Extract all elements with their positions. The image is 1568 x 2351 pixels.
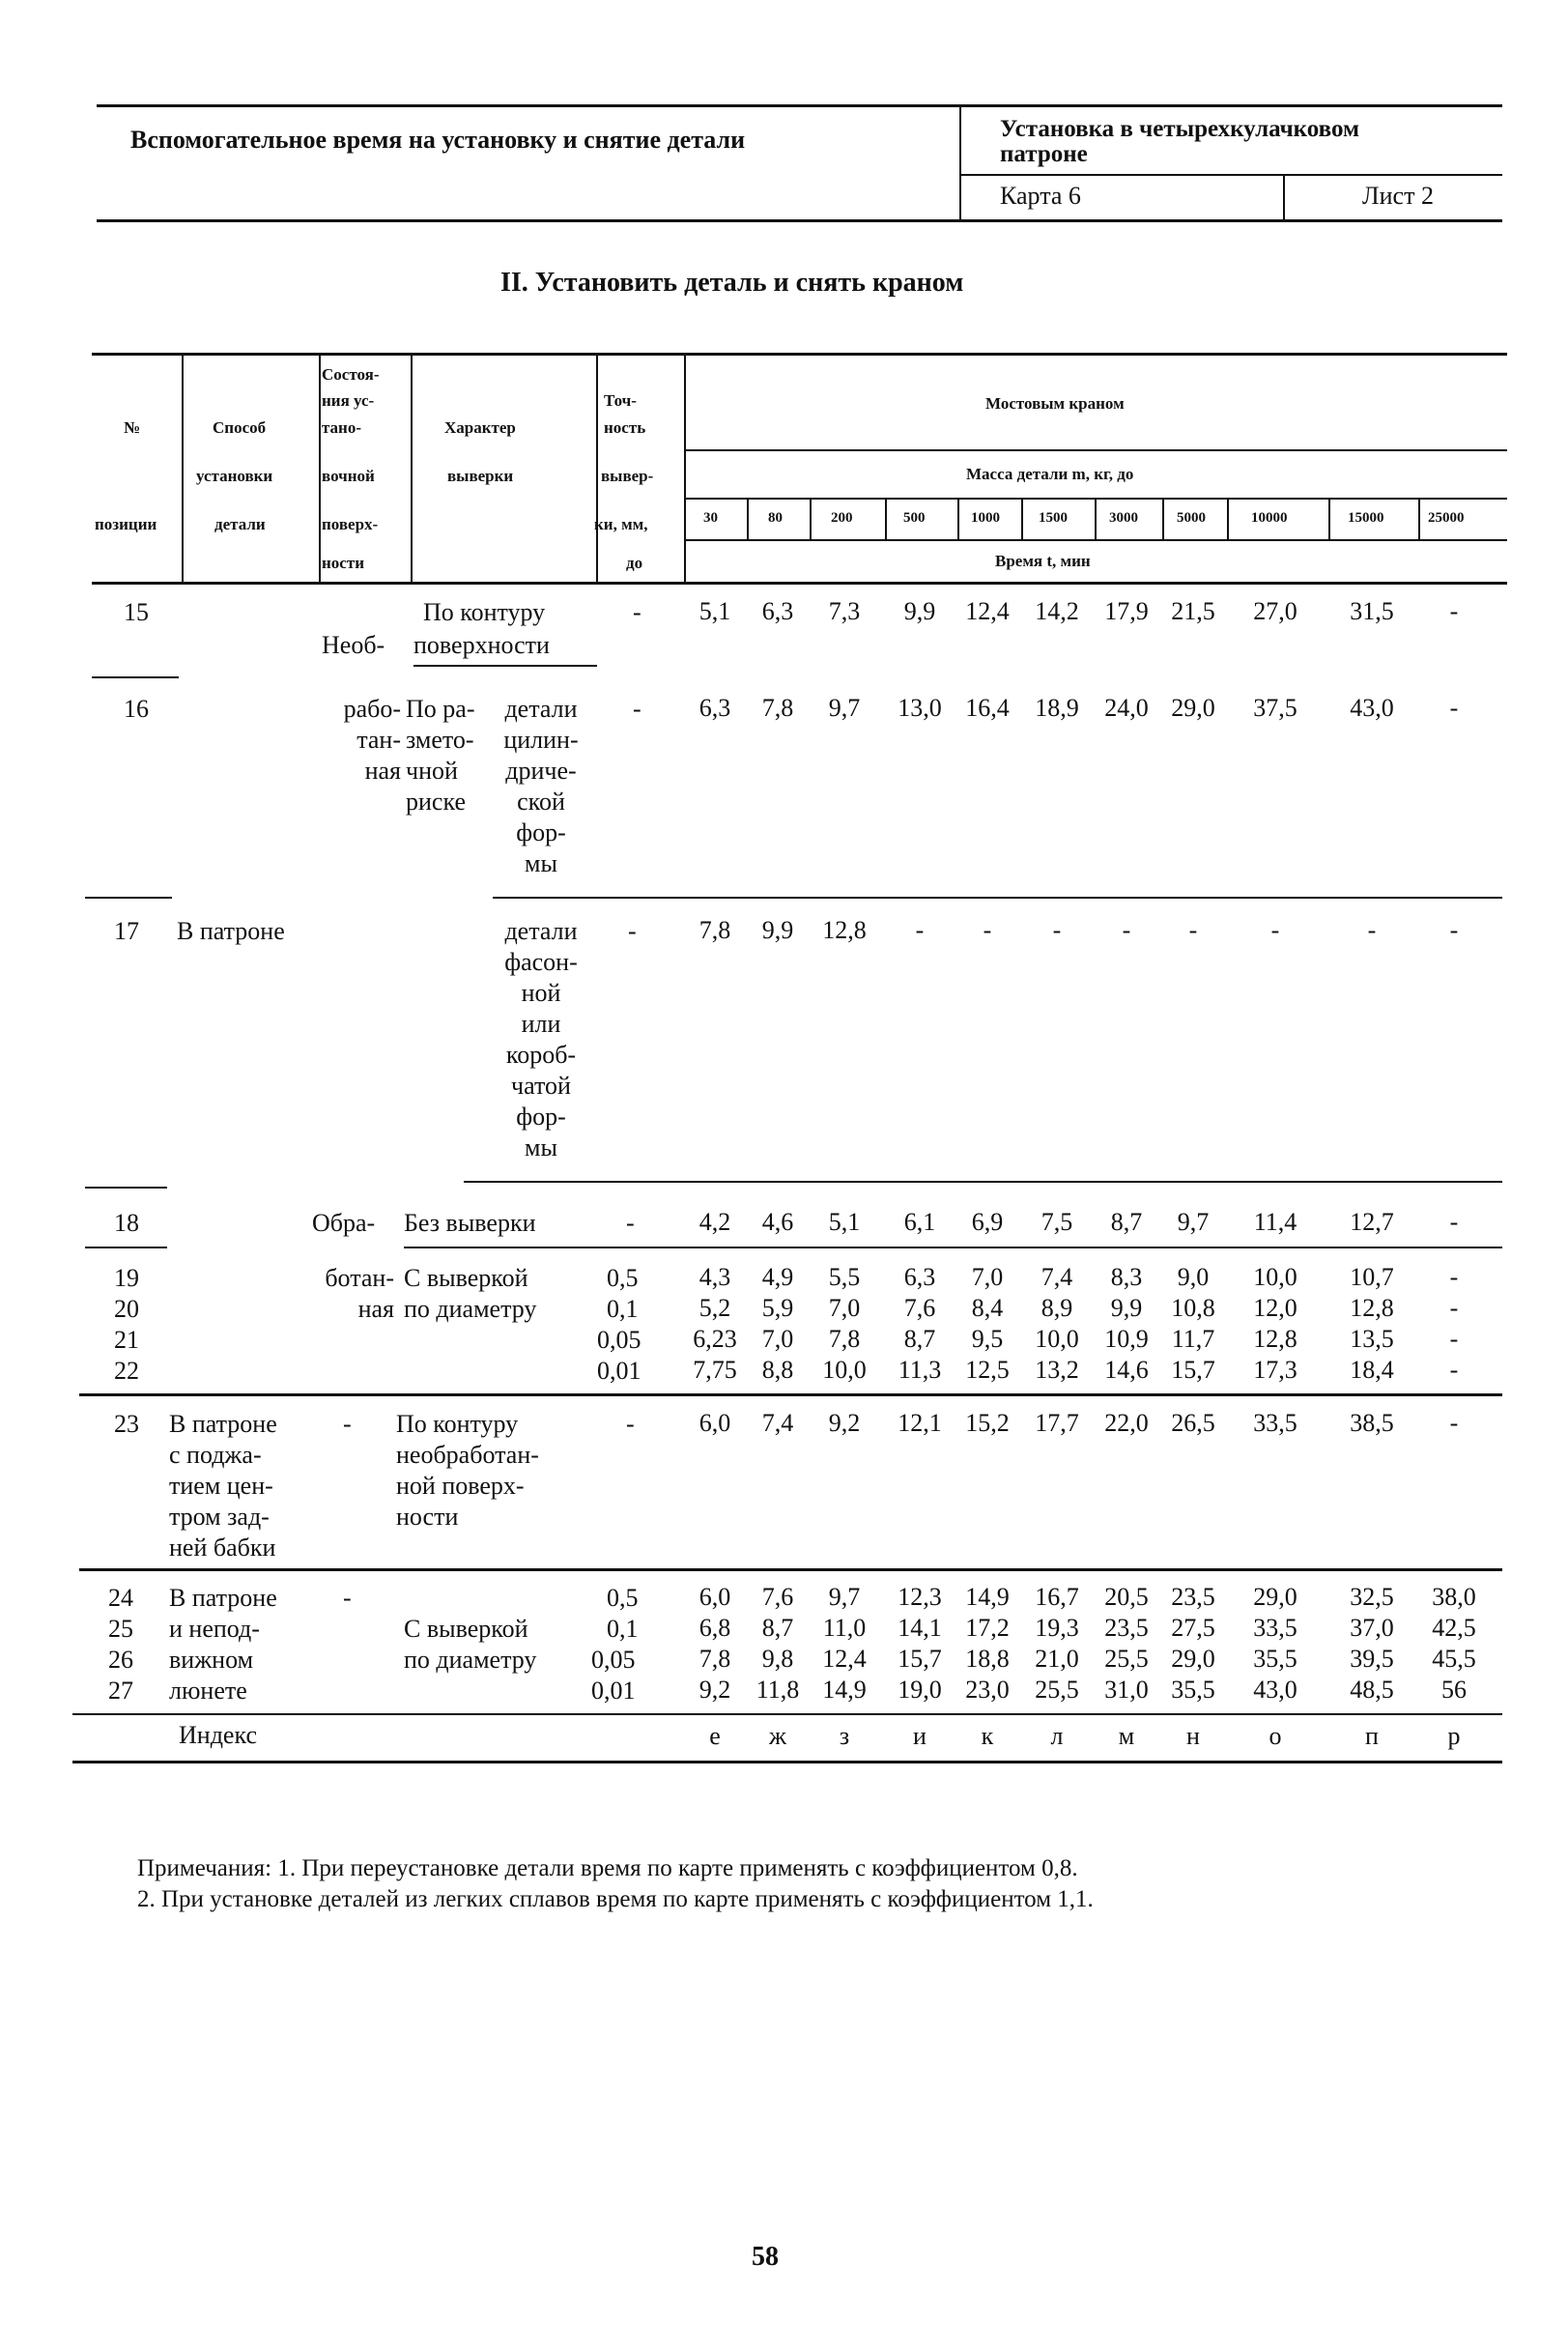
hdr-method-1: Способ: [213, 418, 267, 437]
row26-values-cell: 7,8: [698, 1645, 731, 1673]
hdr-acc-5: до: [626, 554, 643, 572]
hdr-state-1: Состоя-: [322, 365, 380, 384]
index-values-cell: н: [1186, 1722, 1200, 1750]
row18-values-cell: 9,7: [1177, 1208, 1210, 1236]
row20-values-cell: -: [1449, 1294, 1459, 1322]
row25-values-cell: 27,5: [1171, 1614, 1215, 1642]
mass-80: 80: [768, 510, 783, 526]
crane-bottom-rule: [684, 449, 1507, 451]
row15-values-cell: 12,4: [965, 597, 1010, 625]
row20-values-cell: 5,2: [698, 1294, 731, 1322]
hdr-no: №: [124, 418, 141, 437]
row23-no: 23: [114, 1410, 139, 1438]
mass-1500: 1500: [1039, 510, 1068, 526]
row24-no: 24: [108, 1584, 133, 1612]
row23-state: -: [343, 1410, 352, 1438]
row16-sep-right: [493, 897, 1502, 899]
row24-values-cell: 23,5: [1171, 1583, 1215, 1611]
group19-char: С выверкой по диаметру: [404, 1264, 537, 1323]
row19-values-cell: 4,3: [698, 1263, 731, 1291]
row15-char1: По контуру: [423, 598, 546, 626]
row16-values-cell: 7,8: [761, 694, 794, 722]
row26-values-cell: 35,5: [1253, 1645, 1297, 1673]
row19-values-cell: 6,3: [903, 1263, 936, 1291]
mass-200: 200: [831, 510, 853, 526]
row27-values-cell: 56: [1441, 1676, 1467, 1704]
row23-char: По контуру необработан- ной поверх- ности: [396, 1410, 539, 1531]
row17-values-cell: -: [1122, 916, 1131, 944]
col-sep-5: [684, 353, 686, 582]
mass-sep: [957, 498, 959, 541]
row22-values-cell: 8,8: [761, 1356, 794, 1384]
row23-bottom-rule: [79, 1568, 1502, 1571]
row23-acc: -: [626, 1410, 635, 1438]
row15-values-cell: 31,5: [1350, 597, 1394, 625]
row15-values-cell: 7,3: [828, 597, 861, 625]
row27-values-cell: 31,0: [1104, 1676, 1149, 1704]
row26-no: 26: [108, 1646, 133, 1674]
row16-values-cell: 6,3: [698, 694, 731, 722]
row17-values-cell: 9,9: [761, 916, 794, 944]
row23-values-cell: 7,4: [761, 1409, 794, 1437]
header-card-divider: [1283, 174, 1285, 221]
row21-values-cell: 7,0: [761, 1325, 794, 1353]
note-2: 2. При установке деталей из легких сплавов время по карте применять с коэффициентом 1,1.: [137, 1886, 1094, 1912]
mass-sep: [1162, 498, 1164, 541]
row22-values-cell: -: [1449, 1356, 1459, 1384]
row24-values-cell: 38,0: [1432, 1583, 1476, 1611]
row27-values-cell: 14,9: [822, 1676, 867, 1704]
group24-char: С выверкой по диаметру: [404, 1615, 537, 1674]
col-sep-3: [411, 353, 413, 582]
hdr-state-5: поверх-: [322, 515, 379, 533]
index-values-cell: ж: [769, 1722, 786, 1750]
row17-values-cell: 12,8: [822, 916, 867, 944]
header-right-mid-rule: [959, 174, 1502, 176]
mass-5000: 5000: [1177, 510, 1206, 526]
row18-sep-left: [85, 1247, 167, 1248]
row19-no: 19: [114, 1264, 139, 1292]
row18-values-cell: 4,2: [698, 1208, 731, 1236]
table-header-bottom-rule: [92, 582, 1507, 585]
row23-method: В патроне с поджа- тием цен- тром зад- ней бабки: [169, 1410, 277, 1562]
mass-sep: [885, 498, 887, 541]
row22-values-cell: 17,3: [1253, 1356, 1297, 1384]
row18-no: 18: [114, 1209, 139, 1237]
index-values-cell: е: [709, 1722, 721, 1750]
row25-values-cell: 37,0: [1350, 1614, 1394, 1642]
row22-values-cell: 7,75: [693, 1356, 737, 1384]
row20-values-cell: 8,4: [971, 1294, 1004, 1322]
row27-acc: 0,01: [591, 1677, 636, 1705]
row21-no: 21: [114, 1326, 139, 1354]
row26-values-cell: 9,8: [761, 1645, 794, 1673]
row24-values-cell: 9,7: [828, 1583, 861, 1611]
index-values-cell: п: [1365, 1722, 1379, 1750]
row16-char-a: По ра- змето- чной риске: [406, 695, 475, 816]
row20-no: 20: [114, 1295, 139, 1323]
state-neob: Необ-: [322, 631, 385, 659]
header-right-title-2: патроне: [1000, 141, 1088, 167]
mass-500: 500: [903, 510, 926, 526]
row19-values-cell: 10,7: [1350, 1263, 1394, 1291]
mass-30: 30: [703, 510, 718, 526]
row21-values-cell: 8,7: [903, 1325, 936, 1353]
group24-method: В патроне и непод- вижном люнете: [169, 1584, 277, 1705]
header-sheet: Лист 2: [1362, 182, 1434, 210]
row19-values-cell: -: [1449, 1263, 1459, 1291]
row19-values-cell: 8,3: [1110, 1263, 1143, 1291]
row22-values-cell: 11,3: [898, 1356, 942, 1384]
row25-values-cell: 17,2: [965, 1614, 1010, 1642]
row21-acc: 0,05: [597, 1326, 641, 1354]
hdr-crane: Мостовым краном: [985, 394, 1125, 413]
row16-no: 16: [124, 695, 149, 723]
row16-acc: -: [633, 695, 641, 723]
row19-values-cell: 9,0: [1177, 1263, 1210, 1291]
row26-values-cell: 25,5: [1104, 1645, 1149, 1673]
row20-values-cell: 9,9: [1110, 1294, 1143, 1322]
row16-values-cell: 9,7: [828, 694, 861, 722]
hdr-method-2: установки: [196, 467, 273, 485]
row20-values-cell: 7,6: [903, 1294, 936, 1322]
row18-values-cell: 11,4: [1253, 1208, 1297, 1236]
row18-values-cell: 7,5: [1041, 1208, 1073, 1236]
row18-sep-right: [404, 1247, 1502, 1248]
row22-values-cell: 12,5: [965, 1356, 1010, 1384]
row25-values-cell: 11,0: [822, 1614, 867, 1642]
hdr-method-3: детали: [214, 515, 266, 533]
row17-values-cell: -: [1449, 916, 1459, 944]
mass-15000: 15000: [1348, 510, 1384, 526]
row27-no: 27: [108, 1677, 133, 1705]
row24-values-cell: 14,9: [965, 1583, 1010, 1611]
row20-values-cell: 12,0: [1253, 1294, 1297, 1322]
row27-values-cell: 19,0: [898, 1676, 942, 1704]
row25-acc: 0,1: [607, 1615, 639, 1643]
row25-values-cell: 19,3: [1035, 1614, 1079, 1642]
row22-no: 22: [114, 1357, 139, 1385]
row24-values-cell: 6,0: [698, 1583, 731, 1611]
index-values-cell: о: [1269, 1722, 1282, 1750]
hdr-char-1: Характер: [444, 418, 516, 437]
row18-char: Без выверки: [404, 1209, 536, 1237]
row22-values-cell: 10,0: [822, 1356, 867, 1384]
row15-values-cell: 27,0: [1253, 597, 1297, 625]
row21-values-cell: 13,5: [1350, 1325, 1394, 1353]
row21-values-cell: 12,8: [1253, 1325, 1297, 1353]
mass-sep: [747, 498, 749, 541]
row23-values-cell: 15,2: [965, 1409, 1010, 1437]
header-divider: [959, 104, 961, 221]
row24-values-cell: 12,3: [898, 1583, 942, 1611]
row19-values-cell: 10,0: [1253, 1263, 1297, 1291]
hdr-state-6: ности: [322, 554, 364, 572]
mass-sep: [1328, 498, 1330, 541]
row24-values-cell: 7,6: [761, 1583, 794, 1611]
row20-values-cell: 8,9: [1041, 1294, 1073, 1322]
row16-values-cell: 24,0: [1104, 694, 1149, 722]
index-values-cell: з: [839, 1722, 850, 1750]
row25-no: 25: [108, 1615, 133, 1643]
row17-acc: -: [628, 917, 637, 945]
row25-values-cell: 42,5: [1432, 1614, 1476, 1642]
row19-values-cell: 4,9: [761, 1263, 794, 1291]
row18-state: Обра-: [312, 1209, 376, 1237]
row17-values-cell: -: [1270, 916, 1280, 944]
row15-char2: поверхности: [413, 631, 550, 659]
mass-sep: [810, 498, 812, 541]
row25-values-cell: 23,5: [1104, 1614, 1149, 1642]
row18-values-cell: -: [1449, 1208, 1459, 1236]
row20-acc: 0,1: [607, 1295, 639, 1323]
index-values-cell: м: [1118, 1722, 1135, 1750]
row17-values-cell: -: [1052, 916, 1062, 944]
row15-values-cell: 5,1: [698, 597, 731, 625]
row15-values-cell: -: [1449, 597, 1459, 625]
row16-values-cell: 37,5: [1253, 694, 1297, 722]
row20-values-cell: 12,8: [1350, 1294, 1394, 1322]
mass-10000: 10000: [1251, 510, 1288, 526]
row21-values-cell: 11,7: [1171, 1325, 1215, 1353]
row19-values-cell: 7,4: [1041, 1263, 1073, 1291]
index-values-cell: и: [913, 1722, 927, 1750]
row16-values-cell: 13,0: [898, 694, 942, 722]
row17-values-cell: -: [983, 916, 992, 944]
col-sep-4: [596, 353, 598, 582]
row21-values-cell: 7,8: [828, 1325, 861, 1353]
row23-values-cell: 22,0: [1104, 1409, 1149, 1437]
row15-values-cell: 6,3: [761, 597, 794, 625]
row17-values-cell: -: [1188, 916, 1198, 944]
group24-state: -: [343, 1584, 352, 1612]
row25-values-cell: 8,7: [761, 1614, 794, 1642]
row21-values-cell: -: [1449, 1325, 1459, 1353]
header-card: Карта 6: [1000, 182, 1081, 210]
hdr-time: Время t, мин: [995, 552, 1091, 570]
group24-bottom-rule: [72, 1713, 1502, 1715]
index-values-cell: л: [1050, 1722, 1064, 1750]
row24-values-cell: 16,7: [1035, 1583, 1079, 1611]
row16-values-cell: -: [1449, 694, 1459, 722]
row18-values-cell: 12,7: [1350, 1208, 1394, 1236]
hdr-acc-2: ность: [604, 418, 646, 437]
mass-1000: 1000: [971, 510, 1000, 526]
row26-values-cell: 29,0: [1171, 1645, 1215, 1673]
row21-values-cell: 6,23: [693, 1325, 737, 1353]
mass-3000: 3000: [1109, 510, 1138, 526]
row23-values-cell: -: [1449, 1409, 1459, 1437]
row25-values-cell: 6,8: [698, 1614, 731, 1642]
row21-values-cell: 9,5: [971, 1325, 1004, 1353]
hdr-position: позиции: [95, 515, 157, 533]
row15-sep-left: [92, 676, 179, 678]
row15-sep-right: [413, 665, 597, 667]
row26-acc: 0,05: [591, 1646, 636, 1674]
row22-values-cell: 14,6: [1104, 1356, 1149, 1384]
row27-values-cell: 11,8: [755, 1676, 800, 1704]
group19-state: ботан- ная: [325, 1264, 394, 1323]
hdr-acc-1: Точ-: [604, 391, 637, 410]
row26-values-cell: 12,4: [822, 1645, 867, 1673]
row18-acc: -: [626, 1209, 635, 1237]
row16-values-cell: 18,9: [1035, 694, 1079, 722]
note-1: Примечания: 1. При переустановке детали время по карте применять с коэффициентом 0,8.: [137, 1855, 1078, 1881]
row16-state: рабо- тан- ная: [343, 695, 401, 785]
row26-values-cell: 39,5: [1350, 1645, 1394, 1673]
row17-no: 17: [114, 917, 139, 945]
row18-values-cell: 6,9: [971, 1208, 1004, 1236]
mass-sep: [1021, 498, 1023, 541]
row22-values-cell: 18,4: [1350, 1356, 1394, 1384]
row20-values-cell: 5,9: [761, 1294, 794, 1322]
row21-values-cell: 10,9: [1104, 1325, 1149, 1353]
row16-values-cell: 29,0: [1171, 694, 1215, 722]
index-values-cell: к: [981, 1722, 994, 1750]
row24-values-cell: 32,5: [1350, 1583, 1394, 1611]
row16-values-cell: 16,4: [965, 694, 1010, 722]
hdr-acc-4: ки, мм,: [594, 515, 648, 533]
row27-values-cell: 23,0: [965, 1676, 1010, 1704]
row22-acc: 0,01: [597, 1357, 641, 1385]
row16-sep-left: [85, 897, 172, 899]
row18-values-cell: 6,1: [903, 1208, 936, 1236]
hdr-state-4: вочной: [322, 467, 375, 485]
row15-acc: -: [633, 598, 641, 626]
row23-values-cell: 26,5: [1171, 1409, 1215, 1437]
row20-values-cell: 10,8: [1171, 1294, 1215, 1322]
header-right-title-1: Установка в четырехкулачковом: [1000, 116, 1360, 142]
row17-values-cell: 7,8: [698, 916, 731, 944]
row21-values-cell: 10,0: [1035, 1325, 1079, 1353]
page-number: 58: [752, 2242, 779, 2272]
row16-char-b: детали цилин- дриче- ской фор- мы: [503, 695, 579, 877]
hdr-state-2: ния ус-: [322, 391, 375, 410]
row15-values-cell: 17,9: [1104, 597, 1149, 625]
row17-sep-right: [464, 1181, 1502, 1183]
row24-values-cell: 29,0: [1253, 1583, 1297, 1611]
header-left-title: Вспомогательное время на установку и снятие детали: [130, 126, 746, 154]
row27-values-cell: 35,5: [1171, 1676, 1215, 1704]
row19-values-cell: 7,0: [971, 1263, 1004, 1291]
row17-char: детали фасон- ной или короб- чатой фор- мы: [504, 917, 578, 1161]
mass-sep: [1095, 498, 1097, 541]
mass-sep: [1418, 498, 1420, 541]
row17-values-cell: -: [915, 916, 925, 944]
header-bottom-rule: [97, 219, 1502, 222]
section-title: II. Установить деталь и снять краном: [500, 268, 964, 298]
row19-values-cell: 5,5: [828, 1263, 861, 1291]
row27-values-cell: 9,2: [698, 1676, 731, 1704]
table-bottom-rule: [72, 1761, 1502, 1763]
row24-acc: 0,5: [607, 1584, 639, 1612]
mass-sep: [1227, 498, 1229, 541]
hdr-char-2: выверки: [447, 467, 514, 485]
row17-values-cell: -: [1367, 916, 1377, 944]
row20-values-cell: 7,0: [828, 1294, 861, 1322]
col-sep-1: [182, 353, 184, 582]
group19-bottom-rule: [79, 1393, 1502, 1396]
row23-values-cell: 38,5: [1350, 1409, 1394, 1437]
row17-method: В патроне: [177, 917, 285, 945]
row24-values-cell: 20,5: [1104, 1583, 1149, 1611]
row15-values-cell: 9,9: [903, 597, 936, 625]
row26-values-cell: 21,0: [1035, 1645, 1079, 1673]
row18-values-cell: 5,1: [828, 1208, 861, 1236]
header-top-rule: [97, 104, 1502, 107]
row27-values-cell: 25,5: [1035, 1676, 1079, 1704]
row18-values-cell: 4,6: [761, 1208, 794, 1236]
row23-values-cell: 6,0: [698, 1409, 731, 1437]
row27-values-cell: 43,0: [1253, 1676, 1297, 1704]
row22-values-cell: 15,7: [1171, 1356, 1215, 1384]
hdr-acc-3: вывер-: [601, 467, 654, 485]
index-values-cell: р: [1447, 1722, 1461, 1750]
hdr-mass: Масса детали m, кг, до: [966, 465, 1134, 483]
row26-values-cell: 45,5: [1432, 1645, 1476, 1673]
table-top-rule: [92, 353, 1507, 356]
row16-values-cell: 43,0: [1350, 694, 1394, 722]
row23-values-cell: 12,1: [898, 1409, 942, 1437]
row15-no: 15: [124, 598, 149, 626]
mass-25000: 25000: [1428, 510, 1465, 526]
row23-values-cell: 9,2: [828, 1409, 861, 1437]
hdr-state-3: тано-: [322, 418, 362, 437]
row15-values-cell: 21,5: [1171, 597, 1215, 625]
row25-values-cell: 14,1: [898, 1614, 942, 1642]
row19-acc: 0,5: [607, 1264, 639, 1292]
row26-values-cell: 15,7: [898, 1645, 942, 1673]
row27-values-cell: 48,5: [1350, 1676, 1394, 1704]
index-label: Индекс: [179, 1721, 257, 1749]
row23-values-cell: 33,5: [1253, 1409, 1297, 1437]
row15-values-cell: 14,2: [1035, 597, 1079, 625]
row22-values-cell: 13,2: [1035, 1356, 1079, 1384]
row26-values-cell: 18,8: [965, 1645, 1010, 1673]
row17-sep-left: [85, 1187, 167, 1189]
row25-values-cell: 33,5: [1253, 1614, 1297, 1642]
row18-values-cell: 8,7: [1110, 1208, 1143, 1236]
col-sep-2: [319, 353, 321, 582]
row23-values-cell: 17,7: [1035, 1409, 1079, 1437]
